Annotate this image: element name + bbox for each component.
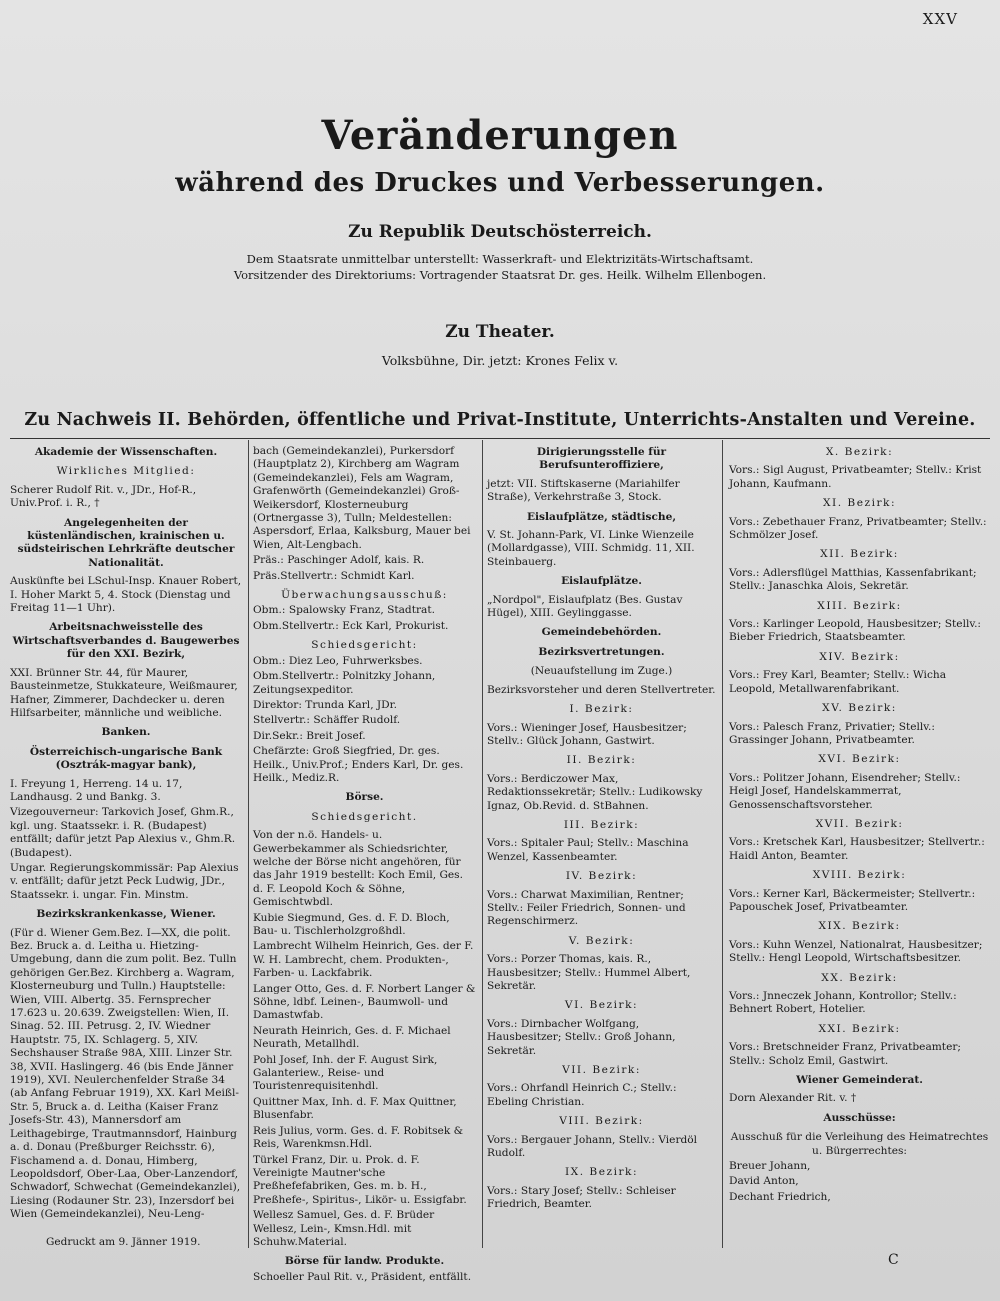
- section-heading: Bezirksvertretungen.: [538, 645, 665, 658]
- entry-text: Vors.: Porzer Thomas, kais. R., Hausbesitzer; Stellv.: Hummel Albert, Sekretär.: [487, 953, 691, 992]
- entry-text: Dorn Alexander Rit. v. †: [729, 1092, 857, 1105]
- entry-text: Direktor: Trunda Karl, JDr.: [253, 698, 397, 711]
- entry-text: (Neuaufstellung im Zuge.): [530, 665, 673, 678]
- entry-text: Vors.: Kretschek Karl, Hausbesitzer; Stellvertr.: Haidl Anton, Beamter.: [729, 836, 985, 862]
- theater-heading: Zu Theater.: [445, 322, 555, 342]
- republik-line-1: Dem Staatsrate unmittelbar unterstellt: Wasserkraft- und Elektrizitäts-Wirtschaftsamt.: [246, 252, 754, 266]
- section-heading: Wiener Gemeinderat.: [796, 1074, 923, 1087]
- section-heading: Österreichisch-ungarische Bank (Osztrák-magyar bank),: [29, 745, 223, 772]
- entry-text: Kubie Siegmund, Ges. d. F. D. Bloch, Bau- u. Tischlerholzgroßhdl.: [253, 911, 450, 937]
- section-heading: Schiedsgericht.: [311, 810, 418, 823]
- section-heading: XVII. Bezirk:: [815, 817, 904, 830]
- entry-text: Pohl Josef, Inh. der F. August Sirk, Galanteriew., Reise- und Touristenrequisitenhdl.: [253, 1053, 438, 1093]
- entry-text: Dir.Sekr.: Breit Josef.: [253, 729, 366, 742]
- entry-text: Vors.: Adlersflügel Matthias, Kassenfabrikant; Stellv.: Janaschka Alois, Sekretär.: [729, 566, 977, 593]
- section-heading: VIII. Bezirk:: [559, 1115, 644, 1128]
- entry-text: Dechant Friedrich,: [729, 1190, 831, 1203]
- theater-line: Volksbühne, Dir. jetzt: Krones Felix v.: [381, 353, 619, 368]
- entry-text: Scherer Rudolf Rit. v., JDr., Hof-R., Univ.Prof. i. R., †: [10, 483, 197, 510]
- section-heading: V. Bezirk:: [568, 934, 635, 947]
- entry-text: XXI. Brünner Str. 44, für Maurer, Bausteinmetze, Stukkateure, Weißmaurer, Hafner, Zimmerer, Dachdecker u. deren Hilfsarbeiter, männliche und weibliche.: [10, 666, 238, 719]
- entry-text: Obm.: Spalowsky Franz, Stadtrat.: [253, 604, 435, 617]
- column-2: [248, 440, 480, 1283]
- entry-text: Vors.: Ohrfandl Heinrich C.; Stellv.: Ebeling Christian.: [487, 1082, 677, 1108]
- section-heading: XIX. Bezirk:: [818, 920, 901, 933]
- entry-text: Obm.: Diez Leo, Fuhrwerksbes.: [253, 654, 423, 667]
- entry-text: Reis Julius, vorm. Ges. d. F. Robitsek & Reis, Warenkmsn.Hdl.: [253, 1124, 464, 1151]
- section-heading: Eislaufplätze, städtische,: [526, 510, 677, 523]
- section-heading: Akademie der Wissenschaften.: [34, 446, 218, 458]
- entry-text: Vors.: Spitaler Paul; Stellv.: Maschina Wenzel, Kassenbeamter.: [487, 837, 689, 863]
- entry-text: Türkel Franz, Dir. u. Prok. d. F. Vereinigte Mautner'sche Preßhefefabriken, Ges. m. b. H., Preßhefe-, Spiritus-, Likör- u. Essigfabr.: [253, 1153, 467, 1206]
- entry-text: Vors.: Jnneczek Johann, Kontrollor; Stellv.: Behnert Robert, Hotelier.: [729, 990, 957, 1016]
- page-number: XXV: [922, 10, 958, 28]
- entry-text: Vors.: Dirnbacher Wolfgang, Hausbesitzer; Stellv.: Groß Johann, Sekretär.: [487, 1017, 676, 1057]
- column-4: [722, 440, 990, 1248]
- signature-letter: C: [888, 1252, 899, 1268]
- entry-text: Vors.: Frey Karl, Beamter; Stellv.: Wicha Leopold, Metallwarenfabrikant.: [729, 669, 947, 695]
- section-heading: VI. Bezirk:: [564, 999, 639, 1012]
- section-heading: IV. Bezirk:: [565, 870, 638, 883]
- entry-text: bach (Gemeindekanzlei), Purkersdorf (Hauptplatz 2), Kirchberg am Wagram (Gemeindekanzlei), Fels am Wagram, Grafenwörth (Gemeindekanzlei) Groß-Weikersdorf, Klosterneuburg (Ortnergasse 3), Tulln; Meldestellen: Aspersdorf, Erlaa, Kalksburg, Mauer bei Wien, Alt-Lengbach.: [253, 445, 471, 551]
- page-subtitle: während des Druckes und Verbesserungen.: [175, 168, 825, 198]
- entry-text: Von der n.ö. Handels- u. Gewerbekammer als Schiedsrichter, welche der Börse nicht angehören, für das Jahr 1919 bestellt: Koch Emil, Ges. d. F. Leopold Koch & Söhne, Gemischtwbdl.: [253, 829, 463, 909]
- entry-text: Ausschuß für die Verleihung des Heimatrechtes u. Bürgerrechtes:: [730, 1131, 989, 1157]
- entry-text: Quittner Max, Inh. d. F. Max Quittner, Blusenfabr.: [253, 1095, 457, 1122]
- republik-heading: Zu Republik Deutschösterreich.: [348, 222, 652, 242]
- entry-text: Lambrecht Wilhelm Heinrich, Ges. der F. W. H. Lambrecht, chem. Produkten-, Farben- u. Lackfabrik.: [253, 940, 474, 980]
- section-heading: Bezirkskrankenkasse, Wiener.: [36, 908, 216, 921]
- entry-text: Obm.Stellvertr.: Polnitzky Johann, Zeitungsexpeditor.: [253, 670, 436, 696]
- section-heading: Arbeitsnachweisstelle des Wirtschaftsverbandes d. Baugewerbes für den XXI. Bezirk,: [12, 621, 240, 661]
- entry-text: Vors.: Berdiczower Max, Redaktionssekretär; Stellv.: Ludikowsky Ignaz, Ob.Revid. d. StBahnen.: [487, 772, 703, 812]
- section-heading: XIV. Bezirk:: [819, 650, 900, 663]
- entry-text: Ungar. Regierungskommissär: Pap Alexius v. entfällt; dafür jetzt Peck Ludwig, JDr., Staatssekr. i. ungar. Fin. Minstm.: [10, 861, 239, 901]
- section-heading: XVI. Bezirk:: [818, 753, 901, 766]
- section-heading: VII. Bezirk:: [562, 1064, 641, 1077]
- section-heading: Ausschüsse:: [823, 1111, 896, 1124]
- entry-text: Obm.Stellvertr.: Eck Karl, Prokurist.: [253, 619, 449, 632]
- section-heading: Banken.: [101, 726, 151, 739]
- section-heading: Überwachungsausschuß:: [281, 589, 448, 602]
- section-heading: II. Bezirk:: [566, 754, 637, 767]
- entry-text: Vors.: Stary Josef; Stellv.: Schleiser Friedrich, Beamter.: [487, 1184, 676, 1211]
- entry-text: Vors.: Kerner Karl, Bäckermeister; Stellvertr.: Papouschek Josef, Privatbeamter.: [729, 887, 976, 913]
- column-1: [10, 440, 246, 1248]
- entry-text: Neurath Heinrich, Ges. d. F. Michael Neurath, Metallhdl.: [253, 1024, 451, 1051]
- entry-text: (Für d. Wiener Gem.Bez. I—XX, die polit. Bez. Bruck a. d. Leitha u. Hietzing-Umgebung, dann die zum polit. Bez. Tulln gehörigen Ger.Bez. Kirchberg a. Wagram, Klosterneuburg und Tulln.) Hauptstelle: Wien, VIII. Albertg. 35. Fernsprecher 17.623 u. 20.639. Zweigstellen: Wien, II. Sinag. 52. III. Petrusg. 2, IV. Wiedner Hauptstr. 75, IX. Schlagerg. 5, XIV. Sechshauser Straße 98A, XIII. Linzer Str. 38, XVII. Haslingerg. 46 (bis Ende Jänner 1919), XVI. Neulerchenfelder Straße 34 (ab Anfang Februar 1919), XX. Karl Meißl-Str. 5, Bruck a. d. Leitha (Kaiser Franz Josefs-Str. 43), Mannersdorf am Leithagebirge, Trautmannsdorf, Hainburg a. d. Donau (Preßburger Reichsstr. 6), Fischamend a. d. Donau, Himberg, Leopoldsdorf, Ober-Laa, Ober-Lanzendorf, Schwadorf, Schwechat (Gemeindekanzlei), Liesing (Rodauner Str. 23), Inzersdorf bei Wien (Gemeindekanzlei), Neu-Leng-: [10, 926, 241, 1221]
- column-3: [482, 440, 720, 1248]
- entry-text: Vors.: Bergauer Johann, Stellv.: Vierdöl Rudolf.: [487, 1133, 698, 1160]
- imprint-note: Gedruckt am 9. Jänner 1919.: [46, 1236, 201, 1248]
- entry-text: Vors.: Palesch Franz, Privatier; Stellv.: Grassinger Johann, Privatbeamter.: [729, 720, 935, 746]
- entry-text: „Nordpol", Eislaufplatz (Bes. Gustav Hügel), XIII. Geylinggasse.: [487, 593, 683, 620]
- entry-text: jetzt: VII. Stiftskaserne (Mariahilfer Straße), Verkehrstraße 3, Stock.: [487, 477, 680, 504]
- entry-text: Auskünfte bei LSchul-Insp. Knauer Robert, I. Hoher Markt 5, 4. Stock (Dienstag und Freitag 11—1 Uhr).: [10, 575, 242, 615]
- section-heading: XII. Bezirk:: [820, 548, 899, 561]
- entry-text: David Anton,: [729, 1175, 799, 1188]
- entry-text: Vors.: Politzer Johann, Eisendreher; Stellv.: Heigl Josef, Handelskammerrat, Genossenschaftsvorsteher.: [729, 771, 961, 811]
- entry-text: Vors.: Karlinger Leopold, Hausbesitzer; Stellv.: Bieber Friedrich, Staatsbeamter.: [729, 618, 982, 644]
- section-heading: IX. Bezirk:: [564, 1166, 639, 1179]
- section-heading: Angelegenheiten der küstenländischen, krainischen u. südsteirischen Lehrkräfte deutscher Nationalität.: [17, 516, 235, 569]
- section-heading: XX. Bezirk:: [821, 971, 898, 984]
- entry-text: Vors.: Kuhn Wenzel, Nationalrat, Hausbesitzer; Stellv.: Hengl Leopold, Wirtschaftsbesitzer.: [729, 938, 983, 965]
- entry-text: Präs.: Paschinger Adolf, kais. R.: [253, 554, 425, 567]
- section-heading: Dirigierungsstelle für Berufsunteroffiziere,: [536, 446, 667, 472]
- republik-line-2: Vorsitzender des Direktoriums: Vortragender Staatsrat Dr. ges. Heilk. Wilhelm Ellenbogen.: [233, 268, 767, 282]
- section-heading: I. Bezirk:: [569, 703, 634, 716]
- section-heading: XVIII. Bezirk:: [812, 869, 907, 882]
- entry-text: Chefärzte: Groß Siegfried, Dr. ges. Heilk., Univ.Prof.; Enders Karl, Dr. ges. Heilk., Mediz.R.: [253, 745, 464, 784]
- section-heading: III. Bezirk:: [563, 818, 640, 831]
- nachweis-heading: Zu Nachweis II. Behörden, öffentliche und Privat-Institute, Unterrichts-Anstalten und Vereine.: [24, 410, 976, 430]
- section-heading: Gemeindebehörden.: [541, 626, 662, 639]
- entry-text: Vors.: Sigl August, Privatbeamter; Stellv.: Krist Johann, Kaufmann.: [729, 464, 982, 490]
- section-heading: X. Bezirk:: [825, 446, 894, 458]
- entry-text: Vors.: Zebethauer Franz, Privatbeamter; Stellv.: Schmölzer Josef.: [729, 515, 987, 542]
- section-heading: Börse für landw. Produkte.: [284, 1255, 445, 1268]
- section-heading: XI. Bezirk:: [822, 497, 897, 510]
- entry-text: Wellesz Samuel, Ges. d. F. Brüder Wellesz, Lein-, Kmsn.Hdl. mit Schuhw.Material.: [253, 1209, 435, 1248]
- section-heading: XXI. Bezirk:: [818, 1022, 901, 1035]
- section-heading: Schiedsgericht:: [311, 639, 418, 652]
- heading-rule: [10, 438, 990, 439]
- entry-text: Stellvertr.: Schäffer Rudolf.: [253, 714, 401, 727]
- section-heading: XV. Bezirk:: [822, 702, 897, 715]
- entry-text: Vors.: Charwat Maximilian, Rentner; Stellv.: Feiler Friedrich, Sonnen- und Regenschirmerz.: [487, 888, 686, 928]
- page-title: Veränderungen: [321, 112, 679, 159]
- entry-text: Bezirksvorsteher und deren Stellvertreter.: [487, 683, 716, 696]
- section-heading: Wirkliches Mitglied:: [56, 465, 196, 478]
- entry-text: Schoeller Paul Rit. v., Präsident, entfällt.: [253, 1270, 472, 1283]
- section-heading: Börse.: [345, 791, 384, 804]
- entry-text: Vizegouverneur: Tarkovich Josef, Ghm.R., kgl. ung. Staatssekr. i. R. (Budapest) entfällt; dafür jetzt Pap Alexius v., Ghm.R. (Budapest).: [10, 806, 236, 859]
- entry-text: I. Freyung 1, Herreng. 14 u. 17, Landhausg. 2 und Bankg. 3.: [10, 777, 183, 803]
- entry-text: Präs.Stellvertr.: Schmidt Karl.: [253, 569, 415, 582]
- entry-text: Vors.: Wieninger Josef, Hausbesitzer; Stellv.: Glück Johann, Gastwirt.: [487, 721, 687, 747]
- entry-text: Langer Otto, Ges. d. F. Norbert Langer & Söhne, ldbf. Leinen-, Baumwoll- und Damastwfab.: [253, 982, 476, 1022]
- section-heading: XIII. Bezirk:: [817, 599, 902, 612]
- entry-text: Breuer Johann,: [729, 1160, 811, 1173]
- entry-text: V. St. Johann-Park, VI. Linke Wienzeile (Mollardgasse), VIII. Schmidg. 11, XII. Steinbauerg.: [487, 529, 695, 568]
- entry-text: Vors.: Bretschneider Franz, Privatbeamter; Stellv.: Scholz Emil, Gastwirt.: [729, 1041, 961, 1067]
- section-heading: Eislaufplätze.: [561, 575, 642, 588]
